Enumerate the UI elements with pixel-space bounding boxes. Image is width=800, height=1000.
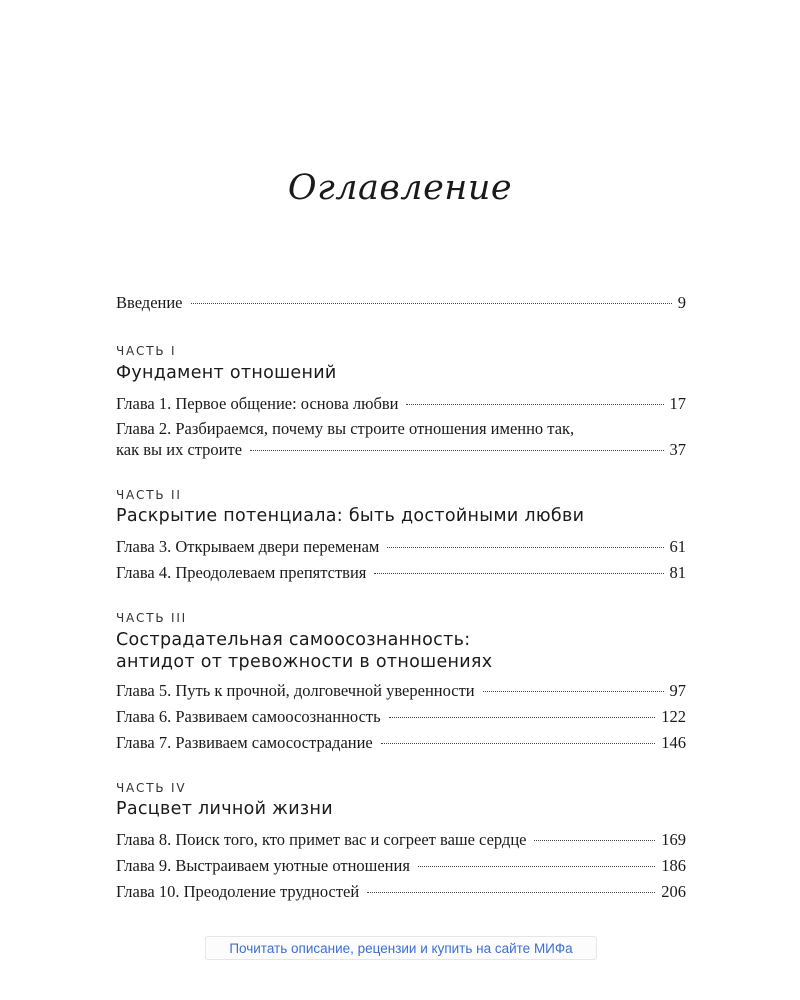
toc-entry-label: Глава 3. Открываем двери переменам — [116, 537, 380, 556]
toc-page-number: 146 — [661, 733, 686, 752]
toc-entry-label: Глава 8. Поиск того, кто примет вас и согреет ваше сердце — [116, 830, 527, 849]
toc-entry-label: Введение — [116, 293, 183, 312]
page-title: Оглавление — [287, 168, 513, 208]
part-label: ЧАСТЬ III — [116, 611, 188, 625]
toc-entry-label: Глава 4. Преодолеваем препятствия — [116, 563, 367, 582]
toc-entry — [116, 829, 686, 851]
toc-entry-label: Глава 1. Первое общение: основа любви — [116, 394, 399, 413]
part-title-line2: антидот от тревожности в отношениях — [116, 652, 493, 672]
part-label: ЧАСТЬ II — [116, 488, 182, 502]
dot-leader — [250, 450, 663, 451]
toc-entry — [116, 393, 686, 415]
dot-leader — [389, 717, 656, 718]
dot-leader — [191, 303, 672, 304]
toc-page-number: 17 — [669, 394, 686, 413]
toc-entry — [116, 706, 686, 728]
toc-entry-label: Глава 7. Развиваем самосострадание — [116, 733, 373, 752]
part-label: ЧАСТЬ IV — [116, 781, 187, 795]
dot-leader — [381, 743, 656, 744]
toc-entry-label-line1: Глава 2. Разбираемся, почему вы строите отношения именно так, — [116, 419, 575, 438]
toc-page-number: 206 — [661, 882, 686, 901]
toc-entry-label: Глава 6. Развиваем самоосознанность — [116, 707, 381, 726]
toc-page-number: 122 — [661, 707, 686, 726]
toc-entry — [116, 439, 686, 461]
toc-entry-label: Глава 10. Преодоление трудностей — [116, 882, 360, 901]
toc-page-number: 61 — [669, 537, 686, 556]
dot-leader — [534, 840, 655, 841]
dot-leader — [483, 691, 664, 692]
toc-entry — [116, 680, 686, 702]
dot-leader — [406, 404, 663, 405]
part-label: ЧАСТЬ I — [116, 344, 177, 358]
toc-page-number: 81 — [669, 563, 686, 582]
part-title: Раскрытие потенциала: быть достойными любви — [116, 506, 585, 526]
part-title: Расцвет личной жизни — [116, 799, 333, 819]
toc-entry-intro — [116, 292, 686, 314]
part-title-line1: Сострадательная самоосознанность: — [116, 630, 471, 650]
toc-page-number: 37 — [669, 440, 686, 459]
toc-entry — [116, 881, 686, 903]
toc-entry — [116, 732, 686, 754]
toc-entry-label: Глава 5. Путь к прочной, долговечной уверенности — [116, 681, 475, 700]
toc-page-number: 9 — [677, 293, 686, 312]
toc-page-number: 169 — [661, 830, 686, 849]
toc-page-number: 186 — [661, 856, 686, 875]
publisher-site-link[interactable]: Почитать описание, рецензии и купить на сайте МИФа — [205, 936, 597, 960]
toc-entry — [116, 562, 686, 584]
toc-entry-label: Глава 9. Выстраиваем уютные отношения — [116, 856, 410, 875]
toc-entry — [116, 536, 686, 558]
toc-page-number: 97 — [669, 681, 686, 700]
dot-leader — [418, 866, 655, 867]
dot-leader — [367, 892, 655, 893]
part-title: Фундамент отношений — [116, 363, 337, 383]
toc-entry-label: как вы их строите — [116, 440, 243, 459]
dot-leader — [374, 573, 663, 574]
dot-leader — [387, 547, 663, 548]
toc-entry — [116, 855, 686, 877]
